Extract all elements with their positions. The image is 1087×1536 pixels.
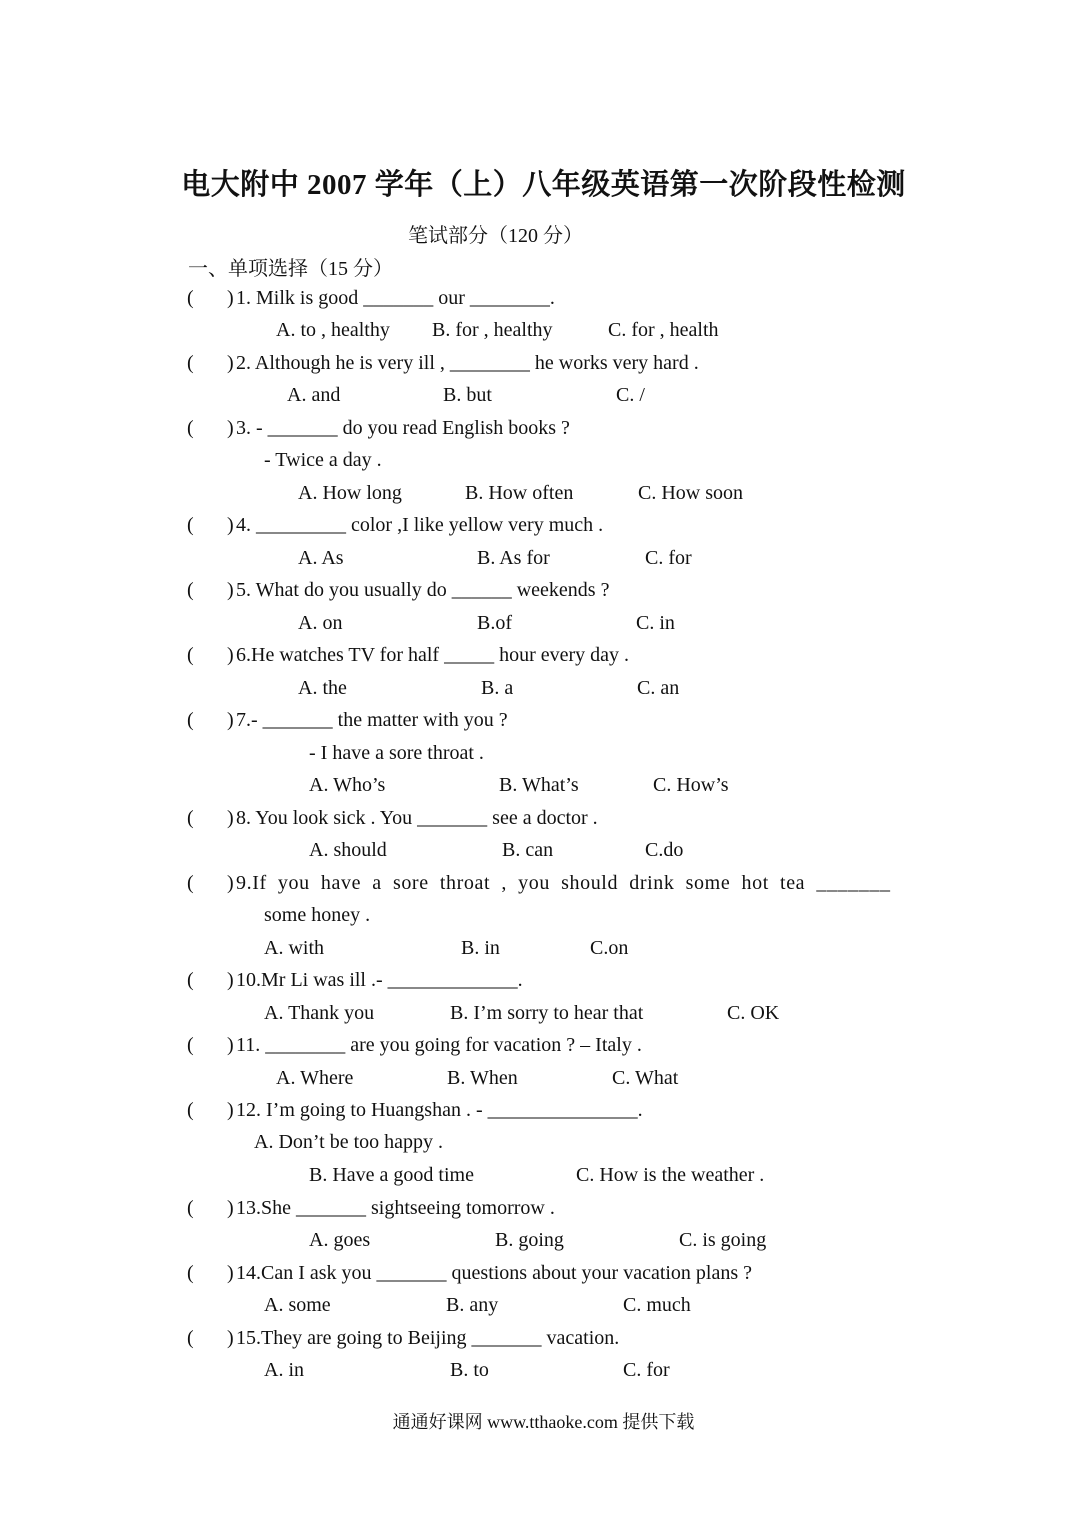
answer-paren-close: ) [227, 352, 234, 374]
option-a: A. Don’t be too happy . [254, 1131, 444, 1153]
option-a: A. Who’s [309, 774, 386, 796]
option-a: A. the [298, 677, 347, 699]
question-text: 6.He watches TV for half _____ hour every day . [236, 644, 630, 666]
option-c: C. How is the weather . [576, 1164, 765, 1186]
option-c: C. / [616, 384, 645, 406]
answer-paren-close: ) [227, 287, 234, 309]
question-text: 12. I’m going to Huangshan . - _______________. [236, 1099, 643, 1121]
answer-paren-open: ( [187, 1197, 194, 1219]
option-a: A. to , healthy [276, 319, 390, 341]
answer-paren-close: ) [227, 1262, 234, 1284]
option-a: A. Thank you [264, 1002, 375, 1024]
page-subtitle: 笔试部分（120 分） [408, 225, 583, 247]
option-b: B. can [502, 839, 554, 861]
question-text: 1. Milk is good _______ our ________. [236, 287, 555, 309]
option-a: A. and [287, 384, 341, 406]
option-b: B. going [495, 1229, 564, 1251]
option-c: C.do [645, 839, 684, 861]
option-c: C. What [612, 1067, 679, 1089]
answer-paren-close: ) [227, 969, 234, 991]
option-b: B. in [461, 937, 500, 959]
option-a: A. As [298, 547, 344, 569]
question-text: 11. ________ are you going for vacation ? – Italy . [236, 1034, 642, 1056]
answer-paren-close: ) [227, 1327, 234, 1349]
answer-paren-open: ( [187, 1099, 194, 1121]
option-b: B. but [443, 384, 492, 406]
question-text: 13.She _______ sightseeing tomorrow . [236, 1197, 555, 1219]
answer-paren-open: ( [187, 579, 194, 601]
answer-paren-open: ( [187, 1327, 194, 1349]
answer-paren-open: ( [187, 514, 194, 536]
answer-paren-close: ) [227, 872, 234, 894]
option-c: C.on [590, 937, 629, 959]
option-b: B. What’s [499, 774, 579, 796]
question-continuation: - I have a sore throat . [309, 742, 484, 764]
question-text: 10.Mr Li was ill .- _____________. [236, 969, 523, 991]
option-b: B. a [481, 677, 514, 699]
question-text: 3. - _______ do you read English books ? [236, 417, 570, 439]
answer-paren-close: ) [227, 514, 234, 536]
option-a: A. How long [298, 482, 402, 504]
option-b: B. any [446, 1294, 499, 1316]
answer-paren-open: ( [187, 872, 194, 894]
answer-paren-close: ) [227, 807, 234, 829]
section-heading: 一、单项选择（15 分） [188, 258, 393, 280]
option-a: A. should [309, 839, 387, 861]
answer-paren-open: ( [187, 644, 194, 666]
answer-paren-open: ( [187, 807, 194, 829]
option-c: C. for , health [608, 319, 719, 341]
answer-paren-close: ) [227, 644, 234, 666]
answer-paren-open: ( [187, 1262, 194, 1284]
option-b: B. to [450, 1359, 489, 1381]
answer-paren-open: ( [187, 1034, 194, 1056]
option-c: C. for [645, 547, 692, 569]
question-text: 7.- _______ the matter with you ? [236, 709, 508, 731]
answer-paren-open: ( [187, 352, 194, 374]
question-text: 14.Can I ask you _______ questions about your vacation plans ? [236, 1262, 753, 1284]
answer-paren-close: ) [227, 709, 234, 731]
answer-paren-close: ) [227, 417, 234, 439]
option-b: B. for , healthy [432, 319, 553, 341]
question-text: 8. You look sick . You _______ see a doctor . [236, 807, 598, 829]
option-a: A. with [264, 937, 324, 959]
answer-paren-open: ( [187, 287, 194, 309]
answer-paren-open: ( [187, 417, 194, 439]
option-b: B. How often [465, 482, 574, 504]
option-b: B. Have a good time [309, 1164, 474, 1186]
page-title: 电大附中 2007 学年（上）八年级英语第一次阶段性检测 [181, 169, 906, 201]
question-text: 9.If you have a sore throat , you should drink some hot tea _______ [236, 872, 891, 894]
option-c: C. much [623, 1294, 691, 1316]
option-c: C. OK [727, 1002, 780, 1024]
option-a: A. goes [309, 1229, 371, 1251]
option-b: B. I’m sorry to hear that [450, 1002, 644, 1024]
question-continuation: - Twice a day . [264, 449, 382, 471]
option-a: A. some [264, 1294, 331, 1316]
option-c: C. for [623, 1359, 670, 1381]
option-a: A. in [264, 1359, 304, 1381]
answer-paren-close: ) [227, 1034, 234, 1056]
option-b: B.of [477, 612, 512, 634]
page-footer: 通通好课网 www.tthaoke.com 提供下载 [392, 1412, 695, 1432]
option-b: B. As for [477, 547, 550, 569]
answer-paren-close: ) [227, 579, 234, 601]
option-c: C. an [637, 677, 680, 699]
option-a: A. Where [276, 1067, 354, 1089]
answer-paren-open: ( [187, 709, 194, 731]
question-text: 5. What do you usually do ______ weekends ? [236, 579, 610, 601]
option-c: C. in [636, 612, 675, 634]
option-c: C. How soon [638, 482, 744, 504]
option-c: C. How’s [653, 774, 729, 796]
answer-paren-close: ) [227, 1197, 234, 1219]
question-text: 4. _________ color ,I like yellow very much . [236, 514, 604, 536]
option-b: B. When [447, 1067, 518, 1089]
answer-paren-close: ) [227, 1099, 234, 1121]
question-continuation: some honey . [264, 904, 371, 926]
question-text: 15.They are going to Beijing _______ vacation. [236, 1327, 620, 1349]
answer-paren-open: ( [187, 969, 194, 991]
option-c: C. is going [679, 1229, 767, 1251]
option-a: A. on [298, 612, 343, 634]
question-text: 2. Although he is very ill , ________ he works very hard . [236, 352, 699, 374]
